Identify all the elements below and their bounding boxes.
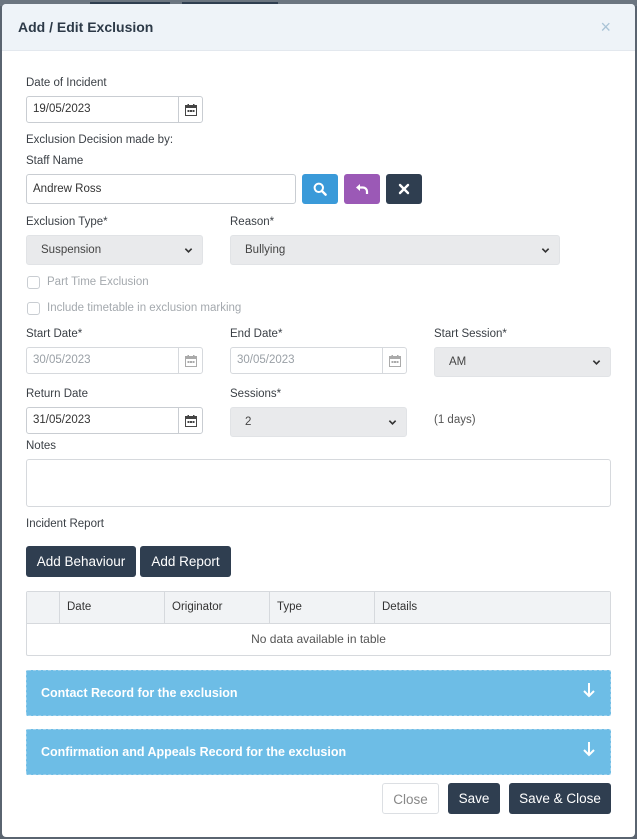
add-behaviour-button[interactable]: Add Behaviour [26,546,136,577]
exclusion-type-value: Suspension [41,244,102,256]
date-of-incident-label: Date of Incident [26,77,107,89]
include-timetable-checkbox[interactable] [27,302,40,315]
staff-name-input[interactable] [26,174,296,204]
return-date-value: 31/05/2023 [33,414,91,426]
incident-report-table [26,591,611,656]
column-header-type[interactable]: Type [270,592,375,623]
staff-name-label: Staff Name [26,155,84,167]
add-report-button[interactable]: Add Report [140,546,231,577]
decision-heading: Exclusion Decision made by: [26,134,174,146]
sessions-label: Sessions* [230,388,282,400]
contact-record-accordion[interactable] [26,670,611,716]
reason-select[interactable] [230,235,560,265]
sessions-select[interactable] [230,407,407,437]
chevron-down-icon [541,246,550,255]
sessions-value: 2 [245,416,252,428]
staff-name-value: Andrew Ross [33,183,102,195]
table-empty-message: No data available in table [251,632,386,646]
start-date-input[interactable] [26,347,203,374]
column-header-originator[interactable]: Originator [165,592,270,623]
days-note: (1 days) [434,414,476,426]
search-staff-button[interactable] [302,174,338,204]
undo-icon [355,182,369,196]
column-header-details[interactable]: Details [382,601,418,613]
notes-textarea[interactable] [26,459,611,507]
calendar-icon [382,348,406,373]
reason-label: Reason* [230,216,275,228]
column-header-date[interactable]: Date [60,592,165,623]
end-date-input[interactable] [230,347,407,374]
date-of-incident-value: 19/05/2023 [33,103,91,115]
table-header [27,592,610,624]
end-date-label: End Date* [230,328,283,340]
include-timetable-label: Include timetable in exclusion marking [47,302,242,314]
chevron-down-icon [388,418,397,427]
column-header-select[interactable] [27,592,60,623]
calendar-icon[interactable] [178,97,202,122]
start-session-label: Start Session* [434,328,507,340]
reason-value: Bullying [245,244,286,256]
part-time-exclusion-label: Part Time Exclusion [47,276,149,288]
start-session-select[interactable] [434,347,611,377]
clear-staff-button[interactable] [386,174,422,204]
date-of-incident-input[interactable] [26,96,203,123]
exclusion-modal [2,4,635,837]
end-date-value: 30/05/2023 [237,354,295,366]
start-session-value: AM [449,356,467,368]
chevron-down-icon [592,358,601,367]
modal-title: Add / Edit Exclusion [18,19,154,35]
exclusion-type-label: Exclusion Type* [26,216,108,228]
save-button[interactable]: Save [448,783,500,814]
calendar-icon [178,348,202,373]
accordion-title: Confirmation and Appeals Record for the exclusion [41,745,347,759]
close-button[interactable]: Close [382,783,439,814]
return-date-input[interactable] [26,407,203,434]
arrow-down-icon [582,682,596,698]
exclusion-type-select[interactable] [26,235,203,265]
search-icon [313,182,327,196]
start-date-value: 30/05/2023 [33,354,91,366]
confirmation-appeals-accordion[interactable] [26,729,611,775]
accordion-title: Contact Record for the exclusion [41,686,238,700]
arrow-down-icon [582,741,596,757]
close-icon[interactable]: × [600,17,611,37]
modal-header [2,4,635,51]
chevron-down-icon [184,246,193,255]
start-date-label: Start Date* [26,328,83,340]
close-icon [398,183,410,195]
incident-report-label: Incident Report [26,518,104,530]
reset-staff-button[interactable] [344,174,380,204]
return-date-label: Return Date [26,388,89,400]
calendar-icon[interactable] [178,408,202,433]
part-time-exclusion-checkbox[interactable] [27,276,40,289]
notes-label: Notes [26,440,57,452]
save-and-close-button[interactable]: Save & Close [509,783,611,814]
